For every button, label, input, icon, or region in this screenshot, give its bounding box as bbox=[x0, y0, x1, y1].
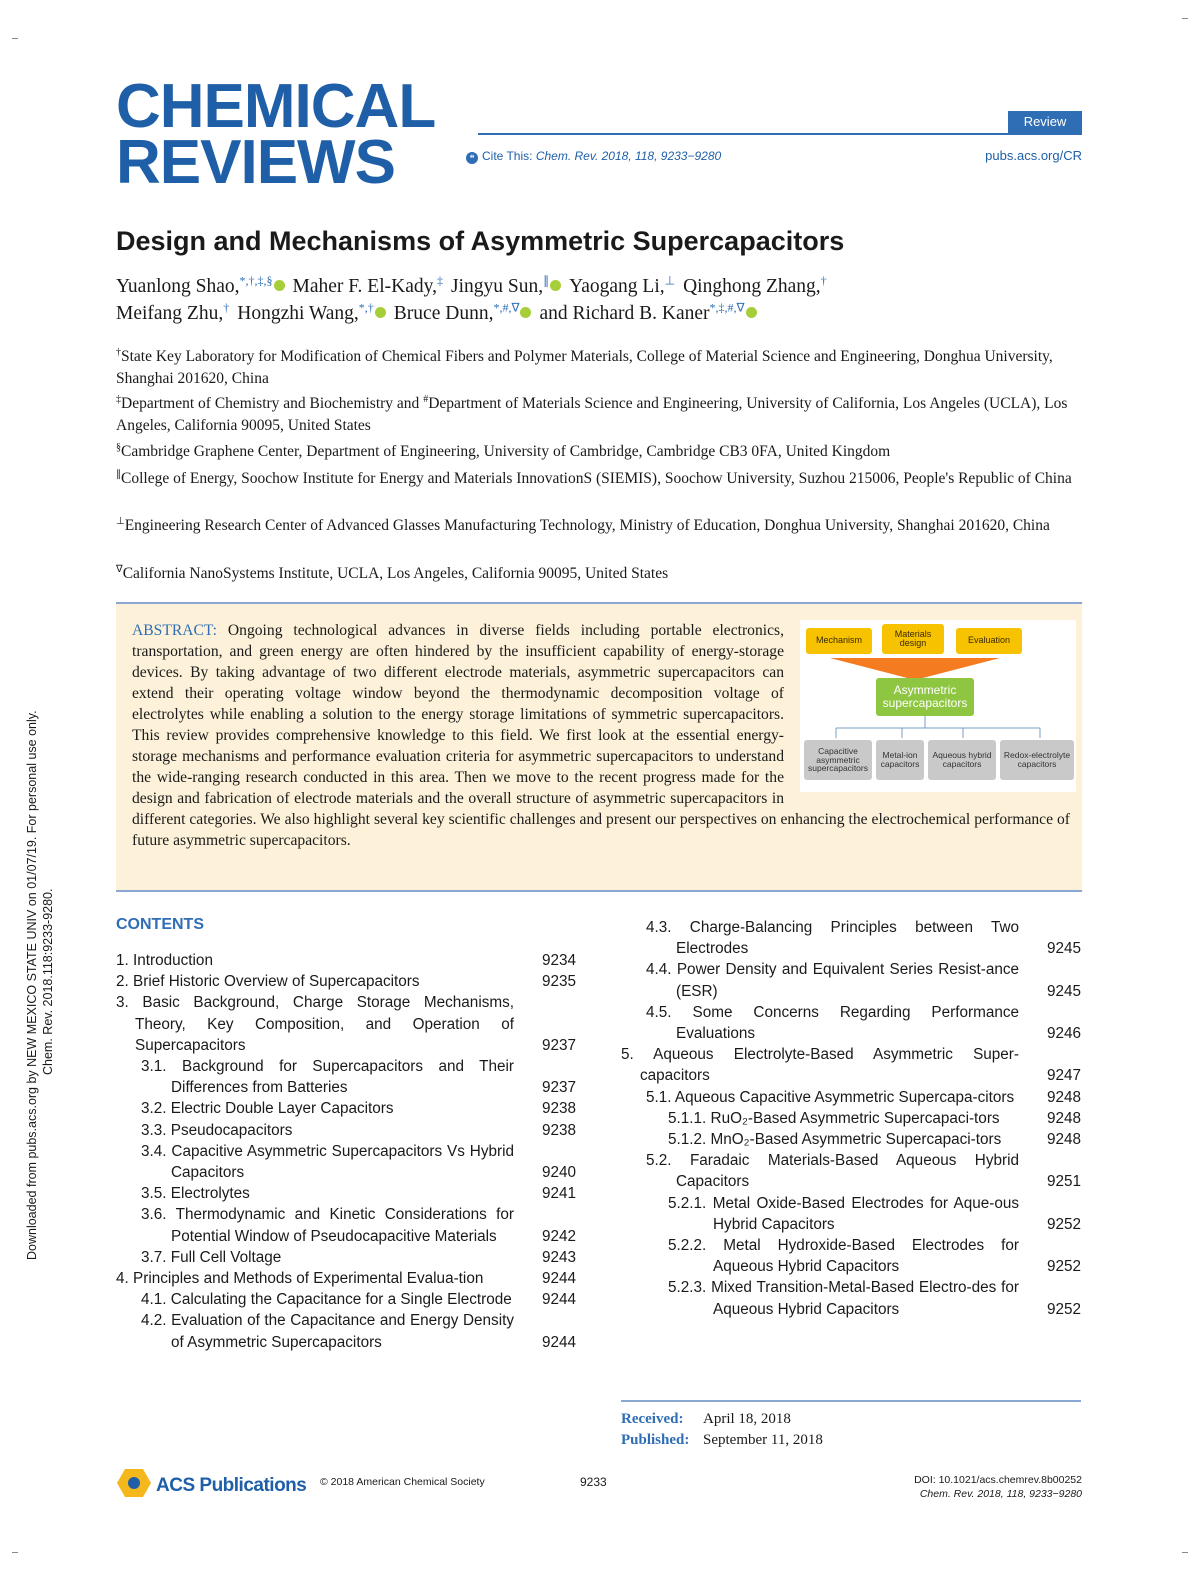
toc-right-column bbox=[621, 917, 1081, 1320]
author-marks: † bbox=[820, 273, 827, 287]
toc-title: Electrolytes bbox=[170, 1185, 250, 1203]
article-type-badge: Review bbox=[1008, 111, 1082, 133]
toc-left-column bbox=[116, 950, 576, 1353]
toc-title: RuO₂-Based Asymmetric Supercapaci-tors bbox=[710, 1109, 1000, 1127]
published-label: Published: bbox=[621, 1432, 690, 1448]
author-name: and Richard B. Kaner bbox=[539, 302, 710, 324]
toc-graphic bbox=[800, 620, 1076, 792]
toc-page: 9252 bbox=[1046, 1215, 1081, 1233]
toc-number: 2. bbox=[116, 973, 129, 991]
toc-page: 9245 bbox=[1046, 940, 1081, 958]
toc-entry[interactable] bbox=[621, 1193, 1081, 1235]
journal-note: Chem. Rev. 2018.118:9233-9280. bbox=[41, 888, 55, 1075]
toc-number: 5.2. bbox=[646, 1152, 672, 1170]
toc-entry[interactable] bbox=[116, 1098, 576, 1119]
graphic-box-materials: Materials design bbox=[882, 624, 944, 654]
author-name: Qinghong Zhang, bbox=[683, 275, 821, 297]
toc-entry[interactable] bbox=[621, 917, 1081, 959]
toc-title: Electric Double Layer Capacitors bbox=[170, 1100, 394, 1118]
graphic-box-metal-ion: Metal-ion capacitors bbox=[876, 740, 924, 780]
toc-number: 4.2. bbox=[141, 1312, 167, 1330]
toc-page: 9252 bbox=[1046, 1258, 1081, 1276]
toc-number: 3.6. bbox=[141, 1206, 167, 1224]
journal-url[interactable]: pubs.acs.org/CR bbox=[985, 148, 1082, 163]
toc-entry[interactable] bbox=[621, 1108, 1081, 1129]
author-marks: *,#,∇ bbox=[493, 300, 520, 314]
affiliation: ∥College of Energy, Soochow Institute for Energy and Materials InnovationS (SIEMIS), Soochow University, Suzhou 215006, People's Republic of China bbox=[116, 469, 1072, 488]
graphic-box-mechanism: Mechanism bbox=[806, 628, 872, 654]
received-date: April 18, 2018 bbox=[703, 1411, 791, 1427]
toc-number: 4.5. bbox=[646, 1003, 672, 1021]
author[interactable] bbox=[539, 300, 756, 324]
author-name: Jingyu Sun, bbox=[450, 275, 544, 297]
toc-title: Full Cell Voltage bbox=[170, 1248, 282, 1266]
journal-reference: Chem. Rev. 2018, 118, 9233−9280 bbox=[919, 1488, 1082, 1500]
toc-title: Faradaic Materials-Based Aqueous Hybrid Capacitors bbox=[676, 1152, 1019, 1191]
affiliation: ⊥Engineering Research Center of Advanced Glasses Manufacturing Technology, Ministry of Education, Donghua University, Shanghai 201620, China bbox=[116, 516, 1050, 535]
toc-title: Background for Supercapacitors and Their Differences from Batteries bbox=[171, 1058, 515, 1097]
toc-title: Mixed Transition-Metal-Based Electro-des for Aqueous Hybrid Capacitors bbox=[711, 1279, 1020, 1318]
abstract-label: ABSTRACT: bbox=[132, 622, 218, 639]
author-marks: *,‡,#,∇ bbox=[709, 300, 745, 314]
toc-page: 9248 bbox=[1046, 1131, 1081, 1149]
contents-heading: CONTENTS bbox=[116, 916, 204, 933]
toc-page: 9244 bbox=[541, 1270, 576, 1288]
toc-entry[interactable] bbox=[116, 1183, 576, 1204]
published-line bbox=[621, 1432, 823, 1449]
toc-number: 3.2. bbox=[141, 1100, 167, 1118]
toc-entry[interactable] bbox=[621, 1087, 1081, 1108]
toc-number: 5.1. bbox=[646, 1088, 672, 1106]
toc-page: 9247 bbox=[1046, 1067, 1081, 1085]
author-marks: ‡ bbox=[436, 273, 443, 287]
received-line bbox=[621, 1411, 791, 1428]
author[interactable] bbox=[237, 300, 386, 324]
abstract bbox=[132, 620, 1070, 851]
graphic-box-asymmetric: Asymmetric supercapacitors bbox=[876, 678, 974, 716]
history-rule bbox=[621, 1400, 1081, 1402]
toc-page: 9243 bbox=[541, 1248, 576, 1266]
toc-title: Principles and Methods of Experimental Evalua-tion bbox=[133, 1270, 484, 1288]
download-note: Downloaded from pubs.acs.org by NEW MEXICO STATE UNIV on 01/07/19. For personal use only. bbox=[25, 710, 39, 1260]
toc-entry[interactable] bbox=[621, 1150, 1081, 1192]
toc-page: 9248 bbox=[1046, 1088, 1081, 1106]
author[interactable] bbox=[116, 273, 285, 297]
cite-this[interactable] bbox=[466, 149, 721, 164]
crop-mark bbox=[1182, 18, 1188, 19]
author-name: Hongzhi Wang, bbox=[237, 302, 359, 324]
toc-title: Charge-Balancing Principles between Two Electrodes bbox=[676, 919, 1020, 958]
toc-title: Basic Background, Charge Storage Mechanisms, Theory, Key Composition, and Operation of Supercapacitors bbox=[135, 994, 515, 1054]
toc-number: 3.4. bbox=[141, 1142, 167, 1160]
toc-number: 3.3. bbox=[141, 1121, 167, 1139]
toc-page: 9252 bbox=[1046, 1300, 1081, 1318]
acs-hex-icon bbox=[116, 1468, 152, 1498]
toc-entry[interactable] bbox=[116, 992, 576, 1056]
toc-page: 9238 bbox=[541, 1121, 576, 1139]
toc-number: 5.2.1. bbox=[668, 1194, 707, 1212]
toc-entry[interactable] bbox=[116, 1204, 576, 1246]
abstract-text: Ongoing technological advances in diverse fields including portable electronics, transportation, and green energy are often hindered by the insufficient capability of energy-storage devices. By taking advantage of two different electrode materials, asymmetric supercapacitors can extend their operating voltage window beyond the thermodynamic decomposition voltage of electrolytes while enabling a solution to the energy storage limitations of symmetric supercapacitors. This review provides comprehensive knowledge to this field. We first look at the essential energy-storage mechanisms and performance evaluation criteria for asymmetric supercapacitors to understand the wide-ranging research conducted in this area. Then we move to the recent progress made for the design and fabrication of electrode materials and the overall structure of asymmetric supercapacitors in different categories. We also highlight several key scientific challenges and present our perspectives on enhancing the electrochemical performance of future asymmetric supercapacitors. bbox=[132, 622, 1070, 849]
author-line-1 bbox=[116, 273, 1086, 298]
affiliation: ∇California NanoSystems Institute, UCLA, Los Angeles, California 90095, United States bbox=[116, 564, 669, 583]
author-marks: ⊥ bbox=[664, 273, 676, 287]
orcid-icon[interactable] bbox=[746, 307, 757, 318]
toc-entry[interactable] bbox=[116, 1056, 576, 1098]
toc-page: 9245 bbox=[1046, 982, 1081, 1000]
publisher-name: ACS Publications bbox=[156, 1475, 307, 1496]
copyright: © 2018 American Chemical Society bbox=[320, 1476, 485, 1488]
toc-entry[interactable] bbox=[116, 950, 576, 971]
quote-icon: ❝ bbox=[466, 152, 478, 164]
toc-page: 9248 bbox=[1046, 1109, 1081, 1127]
toc-number: 1. bbox=[116, 952, 129, 969]
toc-title: Pseudocapacitors bbox=[170, 1121, 293, 1139]
toc-entry[interactable] bbox=[116, 1268, 576, 1289]
toc-title: Metal Hydroxide-Based Electrodes for Aqueous Hybrid Capacitors bbox=[713, 1237, 1019, 1276]
author-name: Yuanlong Shao, bbox=[116, 275, 240, 297]
author-name: Bruce Dunn, bbox=[393, 302, 494, 324]
toc-entry[interactable] bbox=[621, 1044, 1081, 1086]
toc-title: Aqueous Electrolyte-Based Asymmetric Super-capacitors bbox=[640, 1046, 1019, 1085]
journal-logo-line1: CHEMICAL bbox=[116, 72, 436, 141]
toc-page: 9244 bbox=[541, 1333, 576, 1351]
toc-title: Some Concerns Regarding Performance Evaluations bbox=[676, 1003, 1019, 1043]
toc-page: 9251 bbox=[1046, 1173, 1081, 1191]
crop-mark bbox=[1182, 1552, 1188, 1553]
toc-number: 3. bbox=[116, 994, 129, 1012]
crop-mark bbox=[12, 1552, 18, 1553]
toc-title: Power Density and Equivalent Series Resist-ance (ESR) bbox=[676, 961, 1019, 1000]
author[interactable] bbox=[292, 273, 443, 297]
funnel-arrow bbox=[830, 658, 1000, 680]
toc-number: 3.5. bbox=[141, 1185, 167, 1203]
orcid-icon[interactable] bbox=[520, 307, 531, 318]
received-label: Received: bbox=[621, 1411, 684, 1427]
toc-entry[interactable] bbox=[116, 971, 576, 992]
author-marks: † bbox=[223, 300, 230, 314]
affiliation: §Cambridge Graphene Center, Department of Engineering, University of Cambridge, Cambridge CB3 0FA, United Kingdom bbox=[116, 442, 891, 461]
affiliation: †State Key Laboratory for Modification of Chemical Fibers and Polymer Materials, College of Material Science and Engineering, Donghua University, Shanghai 201620, China bbox=[116, 347, 1053, 388]
toc-page: 9242 bbox=[541, 1227, 576, 1245]
author-marks: *,†,‡,§ bbox=[239, 273, 273, 287]
published-date: September 11, 2018 bbox=[703, 1432, 823, 1448]
orcid-icon[interactable] bbox=[375, 307, 386, 318]
acs-publications-logo bbox=[116, 1468, 306, 1498]
toc-entry[interactable] bbox=[116, 1310, 576, 1352]
abstract-box bbox=[116, 602, 1082, 892]
author-name: Maher F. El-Kady, bbox=[292, 275, 437, 297]
toc-number: 4.3. bbox=[646, 919, 672, 936]
download-watermark bbox=[24, 360, 56, 1260]
author[interactable] bbox=[683, 273, 827, 297]
toc-number: 4.4. bbox=[646, 961, 672, 979]
author-marks: *,† bbox=[358, 300, 374, 314]
author[interactable] bbox=[569, 273, 676, 297]
header-rule bbox=[478, 133, 1082, 135]
toc-title: Metal Oxide-Based Electrodes for Aque-ous Hybrid Capacitors bbox=[712, 1194, 1019, 1233]
toc-number: 4.1. bbox=[141, 1291, 167, 1309]
toc-page: 9237 bbox=[541, 1036, 576, 1054]
toc-page: 9240 bbox=[541, 1164, 576, 1182]
author-marks: ∥ bbox=[543, 273, 550, 287]
toc-entry[interactable] bbox=[116, 1141, 576, 1183]
toc-entry[interactable] bbox=[116, 1289, 576, 1310]
toc-entry[interactable] bbox=[621, 1277, 1081, 1319]
toc-number: 5.1.2. bbox=[668, 1131, 707, 1149]
toc-title: Introduction bbox=[133, 952, 213, 969]
toc-title: MnO₂-Based Asymmetric Supercapaci-tors bbox=[710, 1131, 1002, 1149]
toc-page: 9246 bbox=[1046, 1025, 1081, 1043]
toc-entry[interactable] bbox=[621, 1129, 1081, 1150]
toc-title: Brief Historic Overview of Supercapacitors bbox=[133, 973, 420, 991]
toc-number: 5.1.1. bbox=[668, 1109, 707, 1127]
graphic-box-redox: Redox-electrolyte capacitors bbox=[1000, 740, 1074, 780]
author-line-2 bbox=[116, 300, 1086, 325]
toc-page: 9238 bbox=[541, 1100, 576, 1118]
toc-number: 4. bbox=[116, 1270, 129, 1288]
article-title: Design and Mechanisms of Asymmetric Supercapacitors bbox=[116, 226, 845, 256]
toc-title: Calculating the Capacitance for a Single Electrode bbox=[170, 1291, 512, 1309]
toc-page: 9237 bbox=[541, 1079, 576, 1097]
graphic-box-capacitive: Capacitive asymmetric supercapacitors bbox=[804, 740, 872, 780]
cite-label: Cite This: bbox=[482, 149, 533, 163]
toc-page: 9241 bbox=[541, 1185, 576, 1203]
graphic-box-aqueous: Aqueous hybrid capacitors bbox=[928, 740, 996, 780]
toc-entry[interactable] bbox=[116, 1247, 576, 1268]
author-name: Meifang Zhu, bbox=[116, 302, 224, 324]
toc-page: 9234 bbox=[541, 952, 576, 969]
toc-number: 3.1. bbox=[141, 1058, 167, 1076]
orcid-icon[interactable] bbox=[550, 280, 561, 291]
author-name: Yaogang Li, bbox=[569, 275, 665, 297]
toc-number: 5. bbox=[621, 1046, 634, 1064]
toc-number: 5.2.3. bbox=[668, 1279, 707, 1297]
toc-page: 9235 bbox=[541, 973, 576, 991]
doi[interactable]: DOI: 10.1021/acs.chemrev.8b00252 bbox=[914, 1474, 1082, 1486]
affiliation: ‡Department of Chemistry and Biochemistry and #Department of Materials Science and Engineering, University of California, Los Angeles (UCLA), Los Angeles, California 90095, United States bbox=[116, 394, 1068, 435]
orcid-icon[interactable] bbox=[274, 280, 285, 291]
author[interactable] bbox=[393, 300, 532, 324]
toc-number: 3.7. bbox=[141, 1248, 167, 1266]
cite-reference[interactable]: Chem. Rev. 2018, 118, 9233−9280 bbox=[535, 149, 722, 163]
journal-logo-line2: REVIEWS bbox=[116, 128, 395, 197]
author[interactable] bbox=[116, 300, 230, 324]
toc-title: Capacitive Asymmetric Supercapacitors Vs Hybrid Capacitors bbox=[171, 1142, 514, 1182]
toc-title: Evaluation of the Capacitance and Energy Density of Asymmetric Supercapacitors bbox=[171, 1312, 514, 1351]
author[interactable] bbox=[450, 273, 561, 297]
toc-title: Thermodynamic and Kinetic Considerations for Potential Window of Pseudocapacitive Materials bbox=[171, 1206, 514, 1245]
crop-mark bbox=[12, 38, 18, 39]
toc-number: 5.2.2. bbox=[668, 1237, 707, 1255]
toc-page: 9244 bbox=[541, 1291, 576, 1309]
toc-entry[interactable] bbox=[116, 1120, 576, 1141]
toc-title: Aqueous Capacitive Asymmetric Supercapa-citors bbox=[674, 1088, 1015, 1106]
graphic-box-evaluation: Evaluation bbox=[956, 628, 1022, 654]
toc-entry[interactable] bbox=[621, 959, 1081, 1001]
toc-entry[interactable] bbox=[621, 1002, 1081, 1044]
page-number: 9233 bbox=[580, 1475, 607, 1489]
toc-entry[interactable] bbox=[621, 1235, 1081, 1277]
